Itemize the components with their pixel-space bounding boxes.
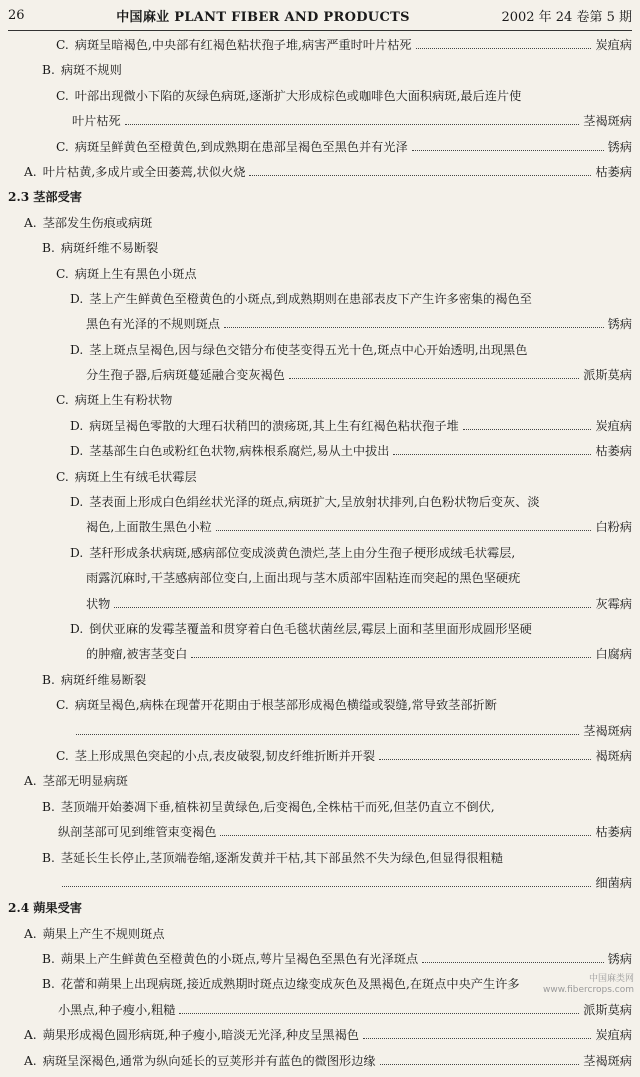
leader-dots: [179, 1003, 579, 1014]
disease-name: 茎褐斑病: [583, 723, 632, 738]
leader-dots: [191, 647, 591, 658]
item-text: 病斑纤维易断裂: [60, 672, 147, 687]
key-line: [0, 315, 640, 333]
disease-name: 炭疽病: [595, 1028, 632, 1043]
disease-name: 派斯莫病: [583, 368, 632, 383]
leader-dots: [114, 597, 591, 608]
key-line: [0, 772, 640, 790]
item-text: 病斑纤维不易断裂: [60, 241, 159, 256]
item-marker: C.: [56, 266, 69, 281]
item-text: 蒴果受害: [33, 901, 82, 916]
key-line: [0, 239, 640, 257]
item-text: 病斑呈鲜黄色至橙黄色,到成熟期在患部呈褐色至黑色并有光泽: [74, 139, 408, 154]
leader-dots: [289, 368, 579, 379]
item-marker: A.: [24, 774, 37, 789]
key-line: [0, 36, 640, 54]
item-marker: C.: [56, 698, 69, 713]
item-text: 叶部出现微小下陷的灰绿色病斑,逐渐扩大形成棕色或咖啡色大面积病斑,最后连片使: [74, 88, 522, 103]
item-text: 分生孢子器,后病斑蔓延融合变灰褐色: [86, 368, 285, 383]
item-marker: A.: [24, 215, 37, 230]
item-text: 茎部受害: [33, 190, 82, 205]
item-marker: B.: [42, 952, 55, 967]
item-text: 茎秆形成条状病斑,感病部位变成淡黄色溃烂,茎上由分生孢子梗形成绒毛状霉层,: [89, 545, 516, 560]
disease-name: 褐斑病: [595, 748, 632, 763]
item-marker: C.: [56, 469, 69, 484]
section-heading: [0, 188, 640, 206]
disease-name: 茎褐斑病: [583, 114, 632, 129]
leader-dots: [412, 140, 604, 151]
disease-name: 枯萎病: [595, 825, 632, 840]
leader-dots: [224, 317, 604, 328]
watermark-line1: 中国麻类网: [588, 974, 634, 984]
disease-name: 茎褐斑病: [583, 1053, 632, 1068]
key-line: [0, 1052, 640, 1070]
item-text: 病斑上生有黑色小斑点: [74, 266, 197, 281]
item-marker: C.: [56, 88, 69, 103]
disease-name: 锈病: [607, 139, 632, 154]
item-text: 蒴果形成褐色圆形病斑,种子瘦小,暗淡无光泽,种皮呈黑褐色: [42, 1028, 359, 1043]
item-marker: A.: [24, 164, 37, 179]
disease-name: 枯萎病: [595, 444, 632, 459]
item-text: 雨露沉麻时,干茎感病部位变白,上面出现与茎木质部牢固粘连而突起的黑色坚硬疣: [86, 571, 521, 586]
item-marker: B.: [42, 672, 55, 687]
item-marker: A.: [24, 1028, 37, 1043]
leader-dots: [249, 165, 591, 176]
item-marker: D.: [70, 495, 84, 510]
item-marker: D.: [70, 342, 84, 357]
key-line: [0, 645, 640, 663]
item-text: 病斑呈深褐色,通常为纵向延长的豆荚形并有蓝色的微图形边缘: [42, 1053, 376, 1068]
disease-name: 锈病: [607, 952, 632, 967]
key-line: [0, 265, 640, 283]
key-line: [0, 849, 640, 867]
key-line: [0, 747, 640, 765]
item-text: 叶片枯黄,多成片或全田萎蔫,状似火烧: [42, 164, 246, 179]
item-text: 小黑点,种子瘦小,粗糙: [58, 1002, 176, 1017]
item-marker: C.: [56, 748, 69, 763]
key-line: [0, 544, 640, 562]
page-number: 26: [8, 7, 25, 23]
item-marker: D.: [70, 418, 84, 433]
watermark-line2: www.fibercrops.com: [543, 985, 634, 995]
item-text: 茎顶端开始萎凋下垂,植株初呈黄绿色,后变褐色,全株枯干而死,但茎仍直立不倒伏,: [60, 799, 495, 814]
key-line: [0, 620, 640, 638]
item-text: 病斑呈褐色零散的大理石状稍凹的溃疡斑,其上生有红褐色粘状孢子堆: [89, 418, 459, 433]
item-marker: B.: [42, 850, 55, 865]
item-marker: D.: [70, 621, 84, 636]
leader-dots: [125, 114, 580, 125]
key-line: [0, 1026, 640, 1044]
key-line: [0, 518, 640, 536]
page-header: [8, 0, 632, 31]
key-line: [0, 290, 640, 308]
item-text: 茎上形成黑色突起的小点,表皮破裂,韧皮纤维折断并开裂: [74, 748, 376, 763]
disease-name: 派斯莫病: [583, 1002, 632, 1017]
item-text: 茎基部生白色或粉红色状物,病株根系腐烂,易从土中拔出: [89, 444, 390, 459]
item-marker: C.: [56, 38, 69, 52]
key-line: [0, 823, 640, 841]
item-marker: B.: [42, 63, 55, 78]
key-line: [0, 214, 640, 232]
key-line: [0, 874, 640, 892]
item-text: 叶片枯死: [72, 114, 121, 129]
disease-name: 白腐病: [595, 647, 632, 662]
leader-dots: [220, 825, 591, 836]
item-text: 病斑呈暗褐色,中央部有红褐色粘状孢子堆,病害严重时叶片枯死: [74, 38, 412, 52]
item-text: 茎上产生鲜黄色至橙黄色的小斑点,到成熟期则在患部表皮下产生许多密集的褐色至: [89, 291, 532, 306]
journal-title: 中国麻业 PLANT FIBER AND PRODUCTS: [116, 9, 410, 25]
item-marker: B.: [42, 799, 55, 814]
leader-dots: [463, 419, 592, 430]
key-line: [0, 595, 640, 613]
key-line: [0, 798, 640, 816]
item-text: 病斑上生有绒毛状霉层: [74, 469, 197, 484]
key-line: [0, 87, 640, 105]
item-text: 茎部无明显病斑: [42, 774, 128, 789]
document-body: [0, 36, 640, 1077]
disease-name: 灰霉病: [595, 596, 632, 611]
leader-dots: [393, 444, 591, 455]
item-marker: D.: [70, 291, 84, 306]
item-text: 病斑不规则: [60, 63, 122, 78]
disease-name: 细菌病: [595, 875, 632, 890]
leader-dots: [422, 952, 603, 963]
key-line: [0, 417, 640, 435]
disease-name: 白粉病: [595, 520, 632, 535]
key-line: [0, 61, 640, 79]
key-line: [0, 138, 640, 156]
key-line: [0, 950, 640, 968]
item-text: 花蕾和蒴果上出现病斑,接近成熟期时斑点边缘变成灰色及黑褐色,在斑点中央产生许多: [60, 977, 520, 992]
key-line: [0, 112, 640, 130]
leader-dots: [76, 724, 579, 735]
leader-dots: [380, 1054, 580, 1065]
item-text: 状物: [86, 596, 111, 611]
issue-info: 2002 年 24 卷第 5 期: [501, 9, 632, 25]
item-text: 褐色,上面散生黑色小粒: [86, 520, 212, 535]
item-marker: B.: [42, 977, 55, 992]
item-marker: C.: [56, 393, 69, 408]
item-marker: A.: [24, 926, 37, 941]
key-line: [0, 722, 640, 740]
item-marker: A.: [24, 1053, 37, 1068]
leader-dots: [363, 1028, 591, 1039]
item-marker: 2.4: [8, 901, 30, 916]
item-marker: 2.3: [8, 190, 30, 205]
key-line: [0, 163, 640, 181]
key-line: [0, 391, 640, 409]
key-line: [0, 569, 640, 587]
disease-name: 炭疽病: [595, 418, 632, 433]
leader-dots: [62, 876, 591, 887]
item-marker: B.: [42, 241, 55, 256]
key-line: [0, 442, 640, 460]
item-text: 蒴果上产生鲜黄色至橙黄色的小斑点,萼片呈褐色至黑色有光泽斑点: [60, 952, 419, 967]
item-marker: C.: [56, 139, 69, 154]
key-line: [0, 493, 640, 511]
key-line: [0, 696, 640, 714]
key-line: [0, 468, 640, 486]
item-marker: D.: [70, 444, 84, 459]
leader-dots: [216, 520, 592, 531]
item-text: 茎部发生伤痕或病斑: [42, 215, 153, 230]
item-marker: D.: [70, 545, 84, 560]
item-text: 倒伏亚麻的发霉茎覆盖和贯穿着白色毛毯状菌丝层,霉层上面和茎里面形成圆形坚硬: [89, 621, 532, 636]
key-line: [0, 925, 640, 943]
item-text: 的肿瘤,被害茎变白: [86, 647, 188, 662]
item-text: 纵剖茎部可见到维管束变褐色: [58, 825, 217, 840]
leader-dots: [379, 749, 591, 760]
section-heading: [0, 899, 640, 917]
disease-name: 锈病: [607, 317, 632, 332]
leader-dots: [416, 38, 592, 49]
disease-name: 枯萎病: [595, 164, 632, 179]
key-line: [0, 366, 640, 384]
item-text: 病斑上生有粉状物: [74, 393, 173, 408]
item-text: 茎延长生长停止,茎顶端卷缩,逐渐发黄并干枯,其下部虽然不失为绿色,但显得很粗糙: [60, 850, 503, 865]
item-text: 茎表面上形成白色绢丝状光泽的斑点,病斑扩大,呈放射状排列,白色粉状物后变灰、淡: [89, 495, 540, 510]
watermark: [543, 974, 634, 996]
item-text: 黑色有光泽的不规则斑点: [86, 317, 221, 332]
key-line: [0, 341, 640, 359]
disease-name: 炭疽病: [595, 38, 632, 52]
item-text: 蒴果上产生不规则斑点: [42, 926, 165, 941]
item-text: 病斑呈褐色,病株在现蕾开花期由于根茎部形成褐色横缢或裂缝,常导致茎部折断: [74, 698, 497, 713]
key-line: [0, 1001, 640, 1019]
item-text: 茎上斑点呈褐色,因与绿色交错分布使茎变得五光十色,斑点中心开始透明,出现黑色: [89, 342, 528, 357]
key-line: [0, 671, 640, 689]
